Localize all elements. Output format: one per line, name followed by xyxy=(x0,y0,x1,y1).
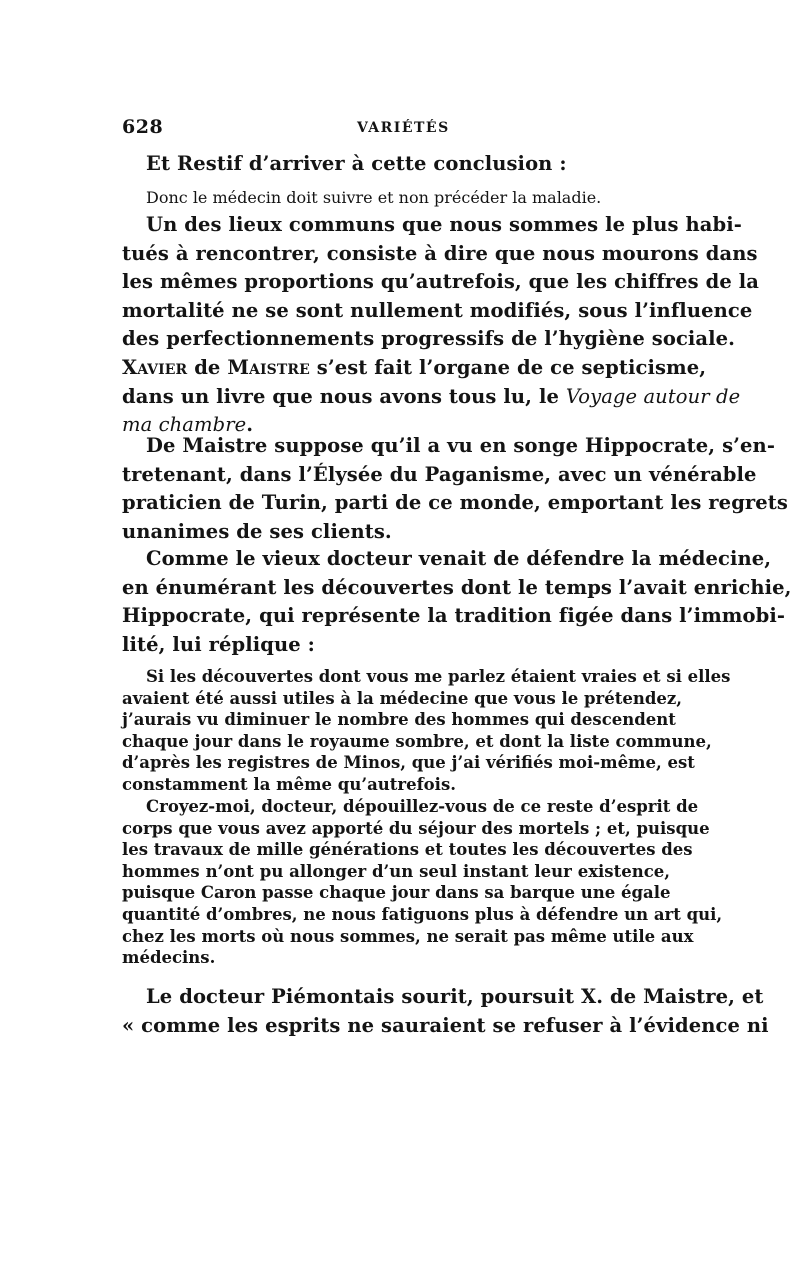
quote-line: corps que vous avez apporté du séjour des mortels ; et, puisque xyxy=(122,818,710,838)
quote-line: j’aurais vu diminuer le nombre des hommes qui descendent xyxy=(122,710,676,730)
text-segment: s’est fait l’organe de ce septicisme, xyxy=(316,355,707,379)
quote-line: puisque Caron passe chaque jour dans sa barque une égale xyxy=(122,883,671,903)
quote-line: quantité d’ombres, ne nous fatiguons plus à défendre un art qui, xyxy=(122,904,723,924)
book-title-cont: ma chambre xyxy=(122,413,247,437)
text-line: tretenant, dans l’Élysée du Paganisme, avec un vénérable xyxy=(122,462,757,486)
punctuation: . xyxy=(246,413,254,437)
quote-line: Croyez-moi, docteur, dépouillez-vous de ce reste d’esprit de xyxy=(146,797,699,816)
block-quote-1 xyxy=(122,666,731,796)
author-firstname: Xavier xyxy=(122,355,188,379)
text-line xyxy=(122,383,741,412)
text-line: praticien de Turin, parti de ce monde, emportant les regrets xyxy=(122,491,788,515)
quote-line: Si les découvertes dont vous me parlez étaient vraies et si elles xyxy=(146,667,731,686)
quote-line: hommes n’ont pu allonger d’un seul instant leur existence, xyxy=(122,861,670,881)
page-header xyxy=(122,116,670,144)
quote-line: avaient été aussi utiles à la médecine que vous le prétendez, xyxy=(122,688,683,708)
quote-line: chez les morts où nous sommes, ne serait pas même utile aux xyxy=(122,926,694,946)
intro-line: Et Restif d’arriver à cette conclusion : xyxy=(146,152,567,175)
text-line: unanimes de ses clients. xyxy=(122,519,392,543)
quote-line: médecins. xyxy=(122,948,216,968)
book-title: Voyage autour de xyxy=(565,384,741,408)
paragraph-4 xyxy=(122,983,769,1040)
paragraph-1 xyxy=(122,211,760,440)
intro-paragraph xyxy=(122,150,670,179)
text-line: Comme le vieux docteur venait de défendre la médecine, xyxy=(146,547,772,570)
text-line: De Maistre suppose qu’il a vu en songe Hippocrate, s’en- xyxy=(146,434,776,457)
author-lastname: Maistre xyxy=(227,355,310,379)
text-line: en énumérant les découvertes dont le temps l’avait enrichie, xyxy=(122,575,792,599)
small-quote: Donc le médecin doit suivre et non précéder la maladie. xyxy=(146,188,602,207)
text-line: mortalité ne se sont nullement modifiés, sous l’influence xyxy=(122,298,753,322)
text-line: Le docteur Piémontais sourit, poursuit X. de Maistre, et xyxy=(146,985,764,1008)
text-line: « comme les esprits ne sauraient se refuser à l’évidence ni xyxy=(122,1013,769,1037)
page-number: 628 xyxy=(122,116,164,138)
text-line: lité, lui réplique : xyxy=(122,632,315,656)
running-head: VARIÉTÉS xyxy=(357,120,450,136)
text-line: les mêmes proportions qu’autrefois, que les chiffres de la xyxy=(122,270,760,294)
text-line xyxy=(122,354,707,383)
block-quote-2 xyxy=(122,796,723,969)
text-line: Un des lieux communs que nous sommes le plus habi- xyxy=(146,213,742,236)
text-line: tués à rencontrer, consiste à dire que nous mourons dans xyxy=(122,241,758,265)
quote-line: d’après les registres de Minos, que j’ai vérifiés moi-même, est xyxy=(122,753,695,773)
text-line: des perfectionnements progressifs de l’hygiène sociale. xyxy=(122,327,736,351)
particle: de xyxy=(194,355,221,379)
quote-line: constamment la même qu’autrefois. xyxy=(122,774,456,794)
text-line: Hippocrate, qui représente la tradition figée dans l’immobi- xyxy=(122,604,786,628)
paragraph-3 xyxy=(122,545,792,659)
text-segment: dans un livre que nous avons tous lu, le xyxy=(122,384,559,408)
quote-line: chaque jour dans le royaume sombre, et dont la liste commune, xyxy=(122,731,712,751)
paragraph-2 xyxy=(122,432,788,546)
quote-line: les travaux de mille générations et toutes les découvertes des xyxy=(122,840,693,860)
